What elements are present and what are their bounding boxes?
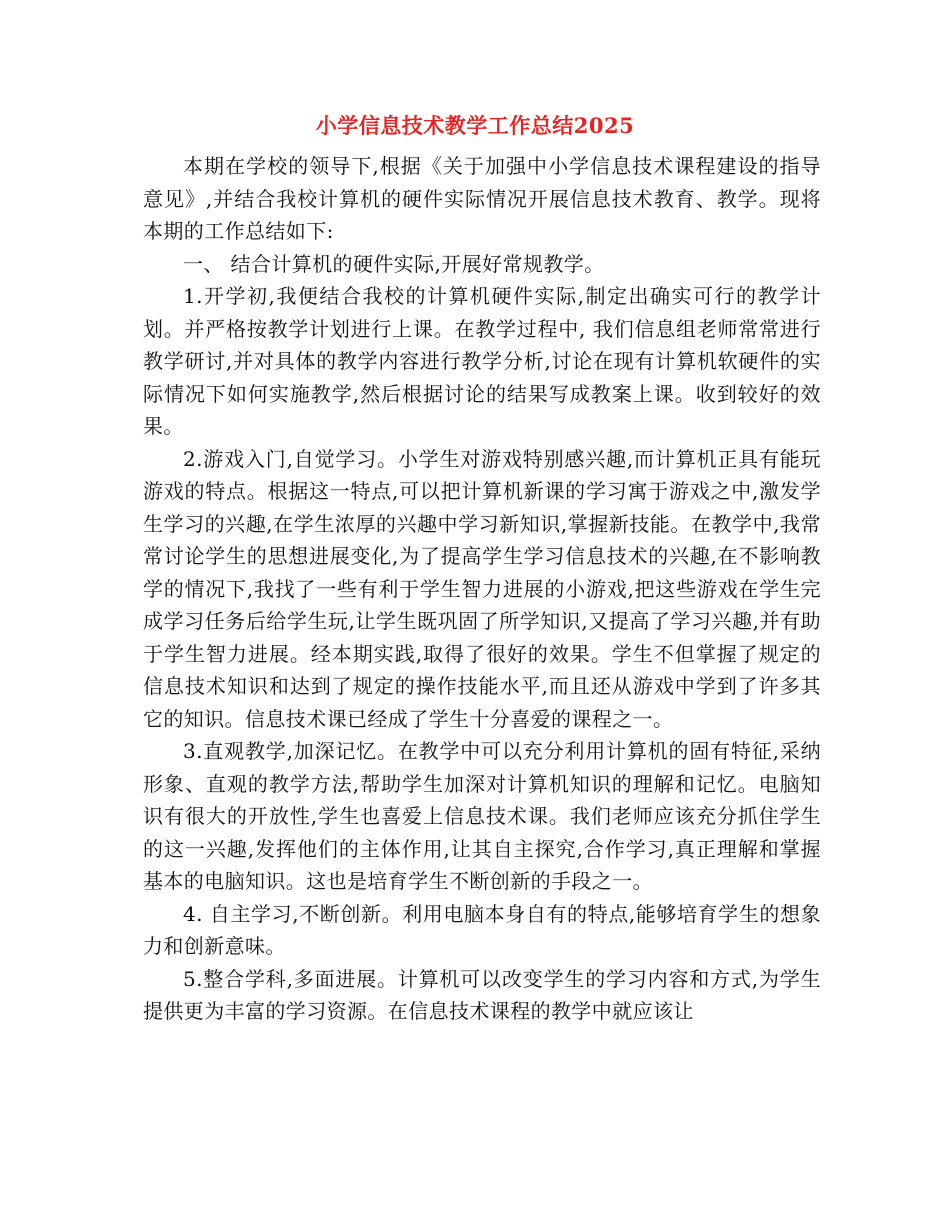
paragraph-item-3: 3.直观教学,加深记忆。在教学中可以充分利用计算机的固有特征,采纳形象、直观的教学方法,帮助学生加深对计算机知识的理解和记忆。电脑知识有很大的开放性,学生也喜爱上信息技术课。我们老师应该充分抓住学生的这一兴趣,发挥他们的主体作用,让其自主探究,合作学习,真正理解和掌握基本的电脑知识。这也是培育学生不断创新的手段之一。 (143, 739, 821, 893)
document-title: 小学信息技术教学工作总结2025 (315, 113, 635, 138)
section-heading-1: 一、 结合计算机的硬件实际,开展好常规教学。 (183, 251, 605, 276)
paragraph-item-4: 4. 自主学习,不断创新。利用电脑本身自有的特点,能够培育学生的想象力和创新意味。 (143, 901, 821, 958)
paragraph-item-2: 2.游戏入门,自觉学习。小学生对游戏特别感兴趣,而计算机正具有能玩游戏的特点。根据这一特点,可以把计算机新课的学习寓于游戏之中,激发学生学习的兴趣,在学生浓厚的兴趣中学习新知识,掌握新技能。在教学中,我常常讨论学生的思想进展变化,为了提高学生学习信息技术的兴趣,在不影响教学的情况下,我找了一些有利于学生智力进展的小游戏,把这些游戏在学生完成学习任务后给学生玩,让学生既巩固了所学知识,又提高了学习兴趣,并有助于学生智力进展。经本期实践,取得了很好的效果。学生不但掌握了规定的信息技术知识和达到了规定的操作技能水平,而且还从游戏中学到了许多其它的知识。信息技术课已经成了学生十分喜爱的课程之一。 (143, 446, 821, 731)
paragraph-item-5: 5.整合学科,多面进展。计算机可以改变学生的学习内容和方式,为学生提供更为丰富的学习资源。在信息技术课程的教学中就应该让 (143, 966, 821, 1023)
paragraph-item-1: 1.开学初,我便结合我校的计算机硬件实际,制定出确实可行的教学计划。并严格按教学计划进行上课。在教学过程中, 我们信息组老师常常进行教学研讨,并对具体的教学内容进行教学分析,讨论在现有计算机软硬件的实际情况下如何实施教学,然后根据讨论的结果写成教案上课。收到较好的效果。 (143, 284, 821, 438)
document-body (143, 150, 821, 1028)
paragraph-intro: 本期在学校的领导下,根据《关于加强中小学信息技术课程建设的指导意见》,并结合我校计算机的硬件实际情况开展信息技术教育、教学。现将本期的工作总结如下: (143, 154, 821, 243)
